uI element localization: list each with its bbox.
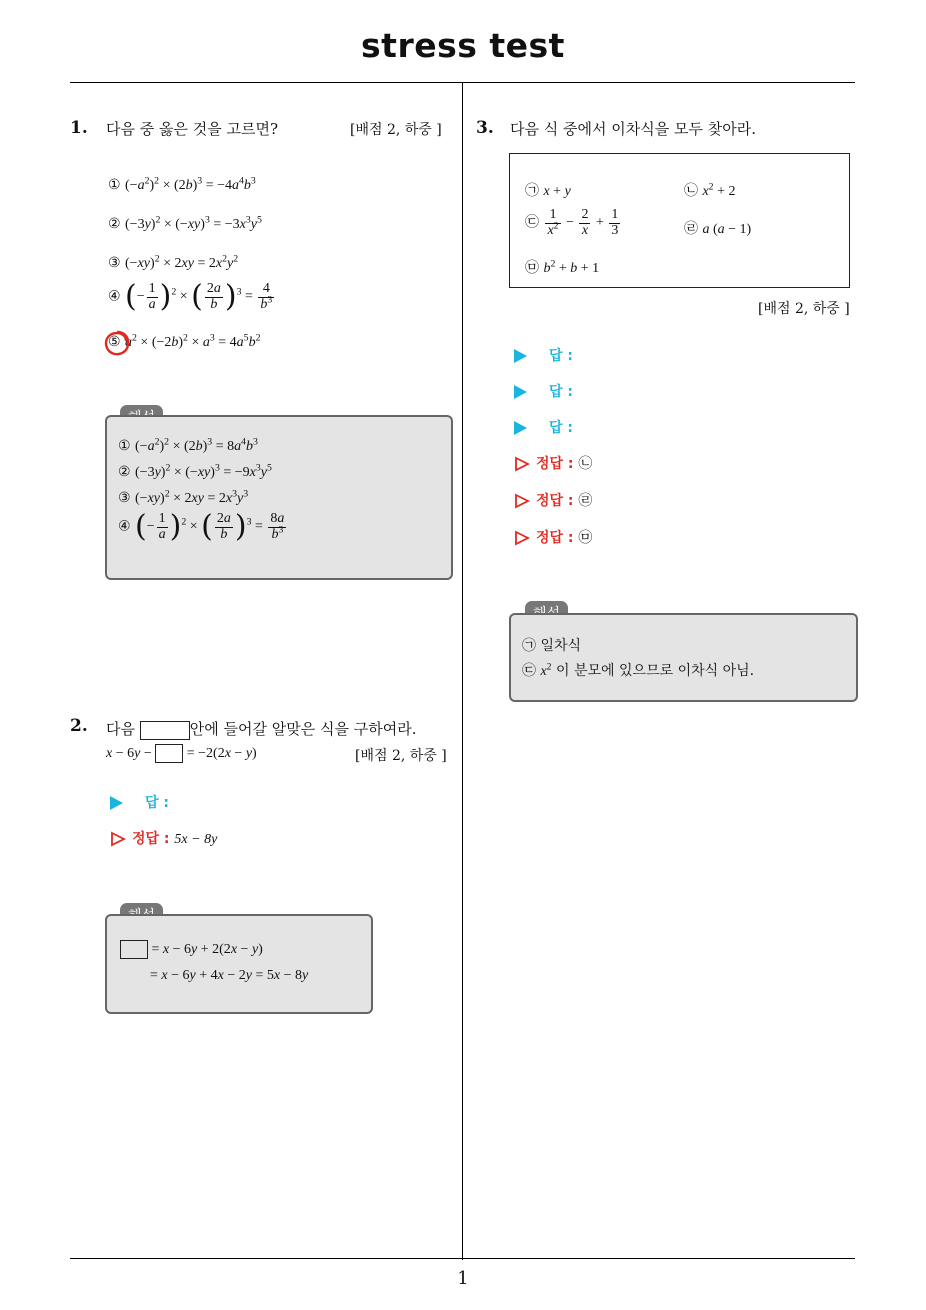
q2-answer-field[interactable]: 답 : [110,792,169,812]
q3-explanation-line-2: ㉢ $x^2$ 이 분모에 있으므로 이차식 아님. [522,661,755,679]
q1-explanation-line-2: ② $(-3y)^2 \times (-xy)^3 = -9x^3y^5$ [118,462,272,480]
q1-option-5[interactable]: ⑤ $a^2 \times (-2b)^2 \times a^3 = 4a^5b^2$ [108,332,261,350]
q1-explanation-line-1: ① $(-a^2)^2 \times (2b)^3 = 8a^4b^3$ [118,436,258,454]
q3-item-2: ㉡ $x^2 + 2$ [684,181,736,199]
play-icon [514,421,527,435]
option-mark: ③ [108,255,121,271]
q3-item-3: ㉢ $\frac{1}{x^2}$ − $\frac{2}{x}$ + $\frac{1}{3}$ [525,207,619,238]
q2-explanation-line-1: = x − 6y + 2(2x − y) [120,940,263,959]
q1-explanation-line-4: ④ (− $\frac{1}{a}$ )$^2$ × ( $\frac{2a}{b}$ )$^3$ = $\frac{8a}{b^3}$ [118,509,285,545]
play-icon [110,796,123,810]
q3-number: 3. [476,118,494,138]
footer-rule [70,1258,855,1259]
q1-explanation-line-3: ③ $(-xy)^2 \times 2xy = 2x^3y^3$ [118,488,249,506]
option-mark: ② [108,216,121,232]
q3-score: [배점 2, 하중 ] [758,301,850,317]
q3-answer-field-3[interactable]: 답 : [514,417,573,437]
selected-answer-circle-icon [104,330,130,356]
q2-blank-box [140,721,190,740]
q3-correct-answer-2: 정답 : ㉣ [514,490,592,510]
q3-answer-field-1[interactable]: 답 : [514,345,573,365]
q2-explanation-line-2: = x − 6y + 4x − 2y = 5x − 8y [150,968,309,983]
q3-correct-answer-3: 정답 : ㉤ [514,527,592,547]
outline-triangle-icon [514,493,530,509]
q1-score: [배점 2, 하중 ] [350,122,442,138]
q3-answer-field-2[interactable]: 답 : [514,381,573,401]
q2-explanation-box [105,914,373,1014]
q1-option-1[interactable]: ① $(-a^2)^2 \times (2b)^3 = -4a^4b^3$ [108,175,256,193]
q3-explanation-box [509,613,858,702]
q2-equation: x − 6y − = −2(2x − y) [106,744,257,763]
page-number: 1 [457,1268,469,1289]
q2-score: [배점 2, 하중 ] [355,748,447,764]
q1-option-3[interactable]: ③ $(-xy)^2 \times 2xy = 2x^2y^2$ [108,253,239,271]
q3-question: 다음 식 중에서 이차식을 모두 찾아라. [510,120,756,138]
q3-item-4: ㉣ a (a − 1) [684,221,752,237]
q1-option-4[interactable]: ④ (− $\frac{1}{a}$ )$^2$ × ( $\frac{2a}{b}$ )$^3$ = $\frac{4}{b^3}$ [108,279,273,315]
q3-item-5: ㉤ $b^2 + b + 1$ [525,258,600,276]
outline-triangle-icon [514,456,530,472]
play-icon [514,349,527,363]
column-divider [462,83,463,1260]
q2-correct-answer: 정답 : 5x − 8y [110,828,217,848]
outline-triangle-icon [110,831,126,847]
q1-number: 1. [70,118,88,138]
option-mark: ① [108,177,121,193]
outline-triangle-icon [514,530,530,546]
q3-correct-answer-1: 정답 : ㉡ [514,453,592,473]
q3-item-1: ㉠ x + y [525,183,571,199]
page-title: stress test [361,26,565,65]
q1-question: 다음 중 옳은 것을 고르면? [106,120,279,138]
q2-question: 다음 안에 들어갈 알맞은 식을 구하여라. [106,720,417,738]
play-icon [514,385,527,399]
q2-number: 2. [70,716,88,736]
q1-option-2[interactable]: ② $(-3y)^2 \times (-xy)^3 = -3x^3y^5$ [108,214,262,232]
q3-explanation-line-1: ㉠ 일차식 [522,638,582,654]
option-mark: ④ [108,288,121,305]
option-mark: ⑤ [108,334,121,350]
